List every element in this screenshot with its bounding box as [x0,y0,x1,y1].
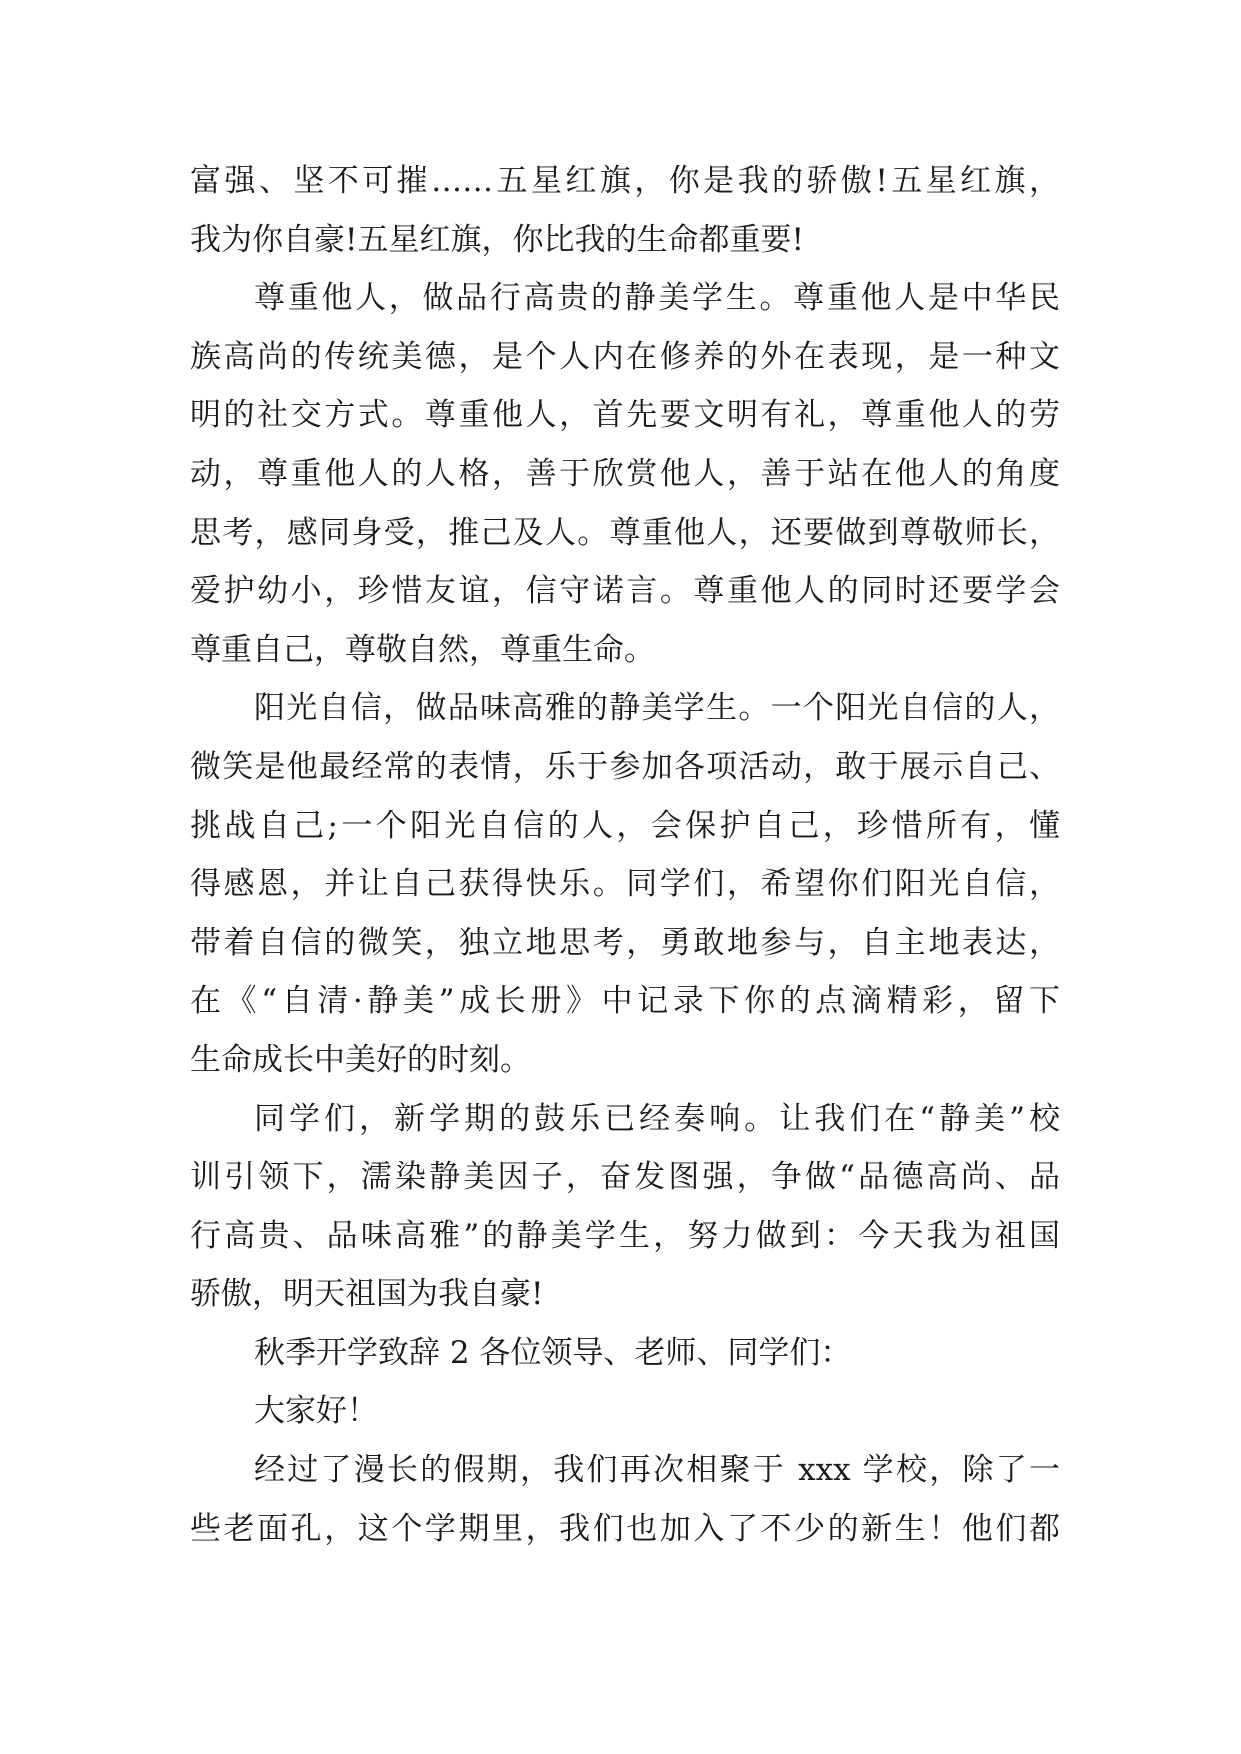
text-line: 思考，感同身受，推己及人。尊重他人，还要做到尊敬师长， [190,514,1060,551]
text-line: 挑战自己;一个阳光自信的人，会保护自己，珍惜所有，懂 [190,807,1060,844]
text-line: 在《“自清·静美”成长册》中记录下你的点滴精彩，留下 [190,983,1060,1020]
text-line: 微笑是他最经常的表情，乐于参加各项活动，敢于展示自己、 [190,748,1060,785]
text-line: 骄傲，明天祖国为我自豪! [190,1276,544,1313]
text-line: 族高尚的传统美德，是个人内在修养的外在表现，是一种文 [190,338,1060,375]
body-text [190,152,1060,1558]
text-line: 阳光自信，做品味高雅的静美学生。一个阳光自信的人， [254,690,1060,727]
text-line: 富强、坚不可摧……五星红旗，你是我的骄傲!五星红旗， [190,163,1060,199]
text-line: 爱护幼小，珍惜友谊，信守诺言。尊重他人的同时还要学会 [190,573,1060,610]
text-line: 尊重自己，尊敬自然，尊重生命。 [190,631,655,668]
text-line: 生命成长中美好的时刻。 [190,1041,531,1078]
text-line: 些老面孔，这个学期里，我们也加入了不少的新生！他们都 [190,1510,1060,1547]
text-line: 经过了漫长的假期，我们再次相聚于 xxx 学校，除了一 [254,1452,1060,1489]
text-line: 行高贵、品味高雅”的静美学生，努力做到：今天我为祖国 [190,1217,1060,1254]
text-line: 带着自信的微笑，独立地思考，勇敢地参与，自主地表达， [190,924,1060,961]
text-line: 明的社交方式。尊重他人，首先要文明有礼，尊重他人的劳 [190,397,1060,434]
text-line: 秋季开学致辞 2 各位领导、老师、同学们： [254,1334,852,1371]
text-line: 大家好！ [254,1393,378,1430]
text-line: 尊重他人，做品行高贵的静美学生。尊重他人是中华民 [254,280,1060,317]
text-line: 动，尊重他人的人格，善于欣赏他人，善于站在他人的角度 [190,455,1060,492]
text-line: 我为你自豪!五星红旗，你比我的生命都重要! [190,221,804,258]
text-line: 同学们，新学期的鼓乐已经奏响。让我们在“静美”校 [254,1100,1060,1137]
text-line: 得感恩，并让自己获得快乐。同学们，希望你们阳光自信， [190,866,1060,903]
text-line: 训引领下，濡染静美因子，奋发图强，争做“品德高尚、品 [190,1159,1060,1196]
